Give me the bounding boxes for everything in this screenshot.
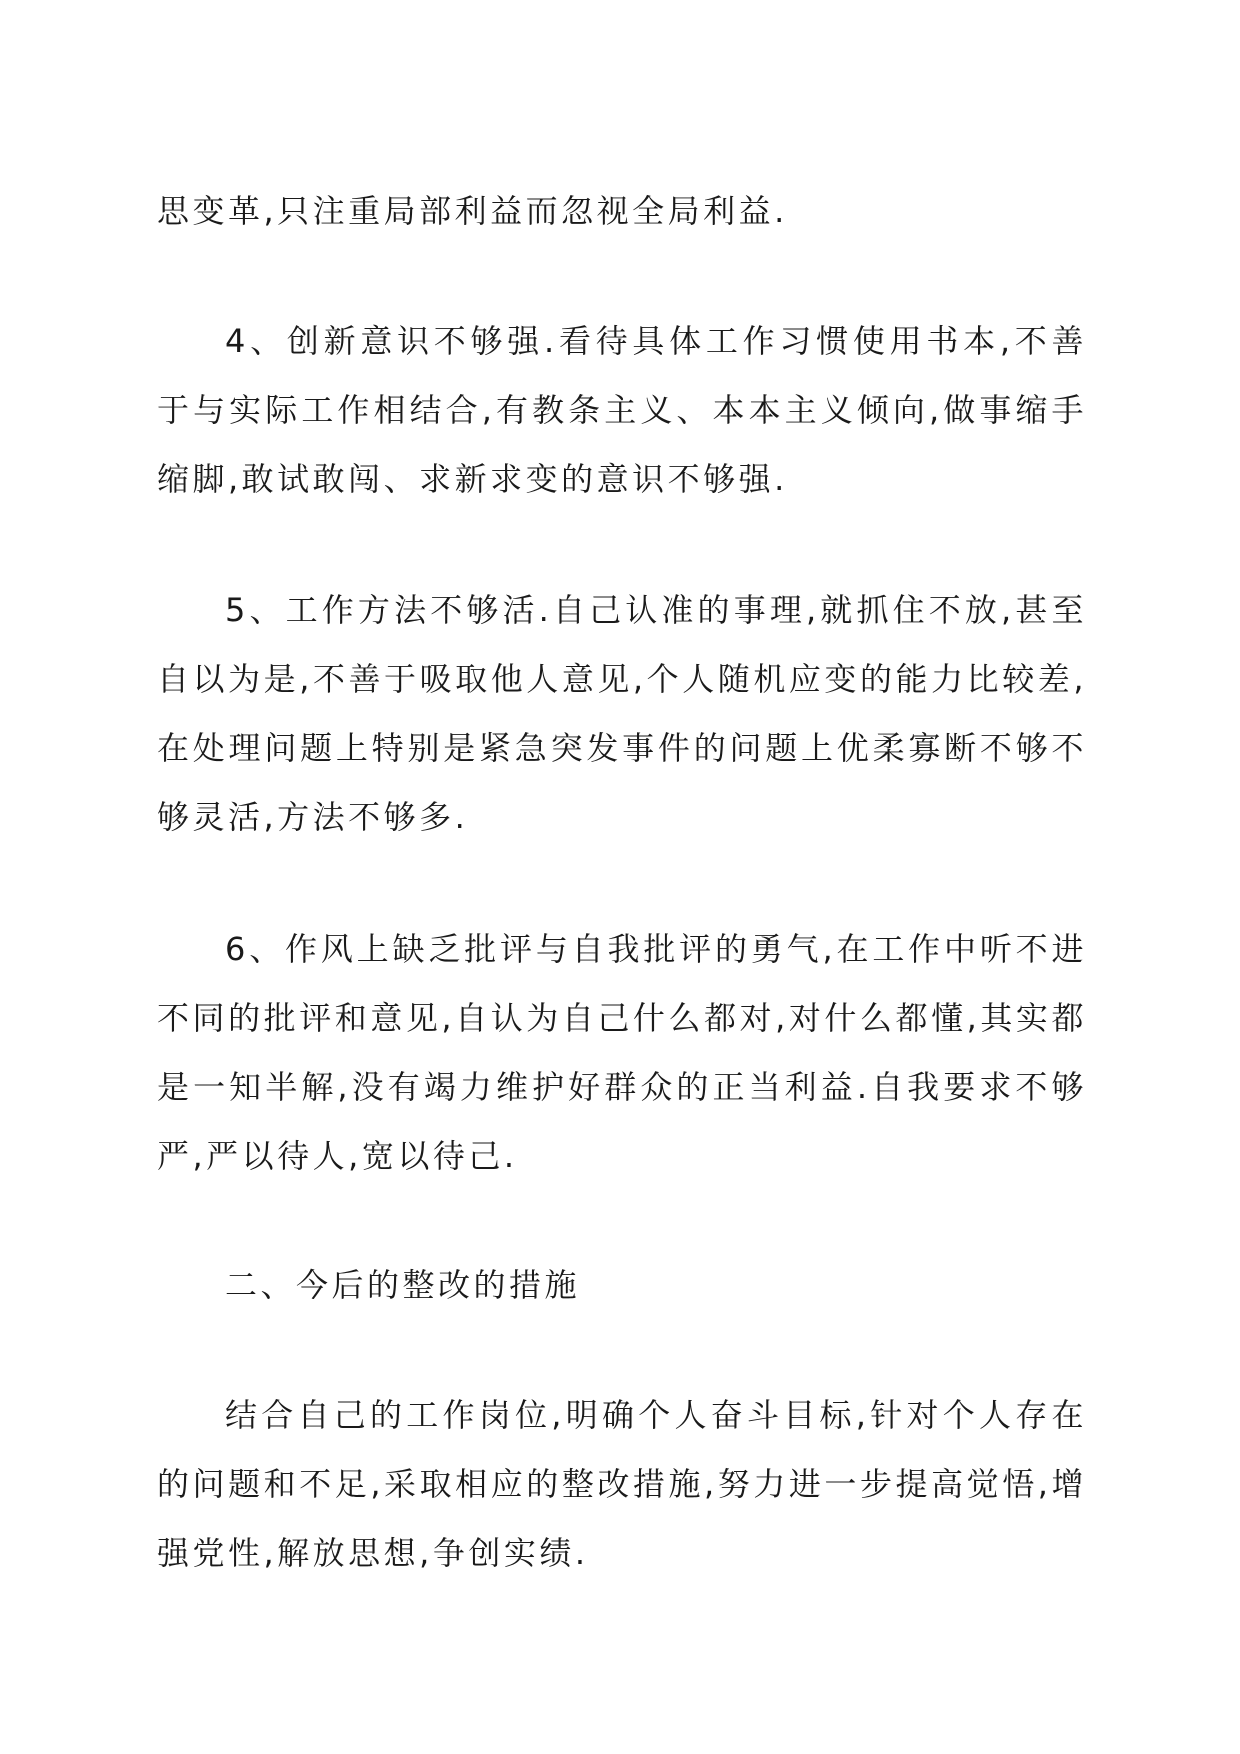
section-heading: 二、今后的整改的措施 — [225, 1266, 581, 1304]
paragraph-measures: 结合自己的工作岗位,明确个人奋斗目标,针对个人存在的问题和不足,采取相应的整改措施,努力进一步提高觉悟,增强党性,解放思想,争创实绩. — [157, 1396, 1087, 1572]
paragraph-continuation: 思变革,只注重局部利益而忽视全局利益. — [157, 192, 788, 230]
paragraph-item-4: 4、创新意识不够强.看待具体工作习惯使用书本,不善于与实际工作相结合,有教条主义、本本主义倾向,做事缩手缩脚,敢试敢闯、求新求变的意识不够强. — [157, 322, 1087, 498]
paragraph-item-6: 6、作风上缺乏批评与自我批评的勇气,在工作中听不进不同的批评和意见,自认为自己什么都对,对什么都懂,其实都是一知半解,没有竭力维护好群众的正当利益.自我要求不够严,严以待人,宽以待己. — [157, 930, 1087, 1175]
paragraph-item-5: 5、工作方法不够活.自己认准的事理,就抓住不放,甚至自以为是,不善于吸取他人意见,个人随机应变的能力比较差,在处理问题上特别是紧急突发事件的问题上优柔寡断不够不够灵活,方法不够多. — [157, 591, 1087, 836]
